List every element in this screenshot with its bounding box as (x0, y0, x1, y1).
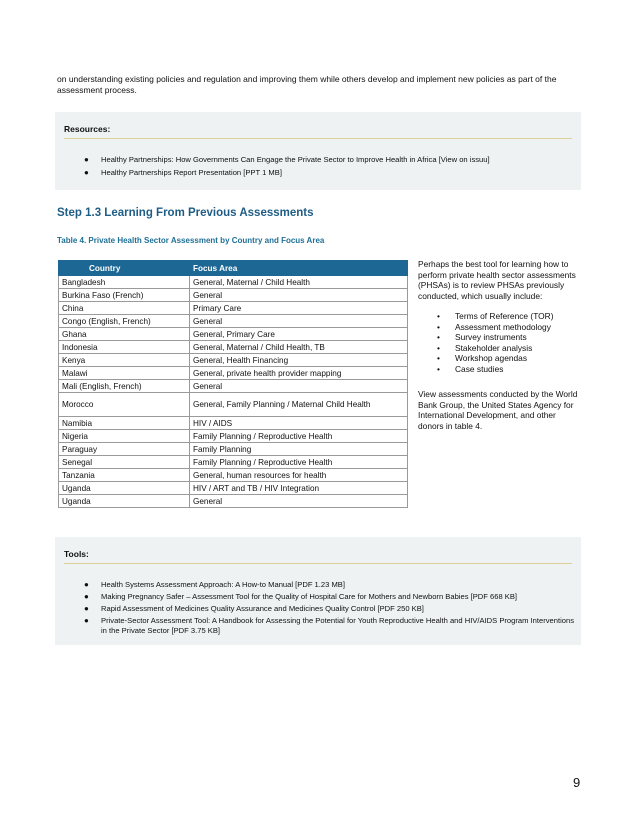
tool-link[interactable]: Health Systems Assessment Approach: A How-to Manual [PDF 1.23 MB] (101, 580, 345, 589)
cell-country: Bangladesh (59, 276, 190, 289)
table-row (59, 482, 408, 495)
table-row (59, 276, 408, 289)
tools-panel (55, 537, 581, 645)
table-row (59, 417, 408, 430)
side-outro: View assessments conducted by the World Bank Group, the United States Agency for International Development, and other donors in table 4. (418, 389, 578, 431)
bullet-icon: • (437, 311, 440, 321)
side-list-item: • Workshop agendas (437, 353, 528, 363)
bullet-icon: • (437, 353, 440, 363)
cell-country: Namibia (59, 417, 190, 430)
resource-link[interactable]: Healthy Partnerships Report Presentation [PPT 1 MB] (101, 168, 282, 177)
table-row (59, 469, 408, 482)
cell-country: Morocco (59, 393, 190, 417)
table-row (59, 456, 408, 469)
bullet-icon: • (437, 332, 440, 342)
cell-focus-area: HIV / AIDS (190, 417, 408, 430)
cell-focus-area: General, private health provider mapping (190, 367, 408, 380)
cell-focus-area: Family Planning / Reproductive Health (190, 430, 408, 443)
table-row (59, 354, 408, 367)
side-intro: Perhaps the best tool for learning how to perform private health sector assessments (PHSAs) is to review PHSAs previously conducted, which usually include: (418, 259, 576, 301)
table-caption: Table 4. Private Health Sector Assessment by Country and Focus Area (57, 236, 325, 245)
tools-list (55, 580, 581, 636)
cell-country: Congo (English, French) (59, 315, 190, 328)
cell-focus-area: General, Family Planning / Maternal Child Health (190, 393, 408, 417)
page-number: 9 (573, 775, 581, 790)
side-list-item: • Stakeholder analysis (437, 342, 533, 353)
resources-title: Resources: (64, 124, 572, 139)
tool-link[interactable]: Private-Sector Assessment Tool: A Handbook for Assessing the Potential for Youth Reproductive Health and HIV/AIDS Program Interventions in the Private Sector [PDF 3.75 KB] (101, 616, 575, 635)
side-text (418, 259, 582, 431)
cell-focus-area: General, Maternal / Child Health, TB (190, 341, 408, 354)
cell-country: Senegal (59, 456, 190, 469)
cell-focus-area: Family Planning / Reproductive Health (190, 456, 408, 469)
assessment-table (58, 260, 408, 508)
bullet-icon: • (437, 321, 440, 332)
cell-country: Paraguay (59, 443, 190, 456)
cell-focus-area: General (190, 380, 408, 393)
cell-country: Uganda (59, 482, 190, 495)
cell-focus-area: General (190, 495, 408, 508)
bullet-icon: ● (84, 592, 89, 601)
table-header-row (59, 261, 408, 276)
cell-country: Kenya (59, 354, 190, 367)
cell-focus-area: Primary Care (190, 302, 408, 315)
cell-country: Nigeria (59, 430, 190, 443)
column-header-country: Country (59, 261, 190, 276)
tool-item[interactable] (55, 616, 581, 636)
side-list-item: • Case studies (437, 363, 504, 374)
side-list-item: • Terms of Reference (TOR) (437, 311, 554, 321)
tools-title: Tools: (64, 549, 572, 564)
bullet-icon: ● (84, 580, 89, 589)
cell-country: Tanzania (59, 469, 190, 482)
bullet-icon: ● (84, 168, 89, 177)
side-list-item: • Survey instruments (437, 332, 527, 342)
cell-country: China (59, 302, 190, 315)
cell-country: Mali (English, French) (59, 380, 190, 393)
resource-item[interactable] (55, 168, 581, 178)
table-row (59, 495, 408, 508)
cell-focus-area: General (190, 315, 408, 328)
cell-focus-area: General, Maternal / Child Health (190, 276, 408, 289)
table-row (59, 380, 408, 393)
cell-country: Burkina Faso (French) (59, 289, 190, 302)
table-row (59, 443, 408, 456)
bullet-icon: ● (84, 604, 89, 613)
cell-country: Uganda (59, 495, 190, 508)
resource-link[interactable]: Healthy Partnerships: How Governments Can Engage the Private Sector to Improve Health in Africa [View on issuu] (101, 155, 490, 164)
table-row (59, 367, 408, 380)
table-row (59, 328, 408, 341)
resources-list (55, 155, 581, 178)
cell-focus-area: Family Planning (190, 443, 408, 456)
bullet-icon: • (437, 342, 440, 353)
tool-link[interactable]: Rapid Assessment of Medicines Quality Assurance and Medicines Quality Control [PDF 250 KB] (101, 604, 424, 613)
tool-link[interactable]: Making Pregnancy Safer – Assessment Tool for the Quality of Hospital Care for Mothers and Newborn Babies [PDF 668 KB] (101, 592, 518, 601)
resources-panel (55, 112, 581, 190)
cell-focus-area: General, Primary Care (190, 328, 408, 341)
tool-item[interactable] (55, 580, 581, 590)
cell-country: Indonesia (59, 341, 190, 354)
table-row (59, 302, 408, 315)
cell-country: Ghana (59, 328, 190, 341)
cell-focus-area: HIV / ART and TB / HIV Integration (190, 482, 408, 495)
cell-focus-area: General (190, 289, 408, 302)
bullet-icon: ● (84, 155, 89, 164)
cell-focus-area: General, Health Financing (190, 354, 408, 367)
table-row (59, 341, 408, 354)
table-row (59, 289, 408, 302)
bullet-icon: • (437, 363, 440, 374)
column-header-focus-area: Focus Area (190, 261, 408, 276)
cell-country: Malawi (59, 367, 190, 380)
bullet-icon: ● (84, 616, 89, 625)
table-body (59, 276, 408, 508)
intro-paragraph: on understanding existing policies and regulation and improving them while others develop and implement new policies as part of the assessment process. (57, 74, 557, 95)
side-list (418, 311, 582, 374)
table-row (59, 430, 408, 443)
table-row (59, 315, 408, 328)
tool-item[interactable] (55, 604, 581, 614)
resource-item[interactable] (55, 155, 581, 165)
table-row (59, 393, 408, 417)
step-heading: Step 1.3 Learning From Previous Assessments (57, 207, 314, 219)
cell-focus-area: General, human resources for health (190, 469, 408, 482)
tool-item[interactable] (55, 592, 581, 602)
side-list-item: • Assessment methodology (437, 321, 551, 332)
